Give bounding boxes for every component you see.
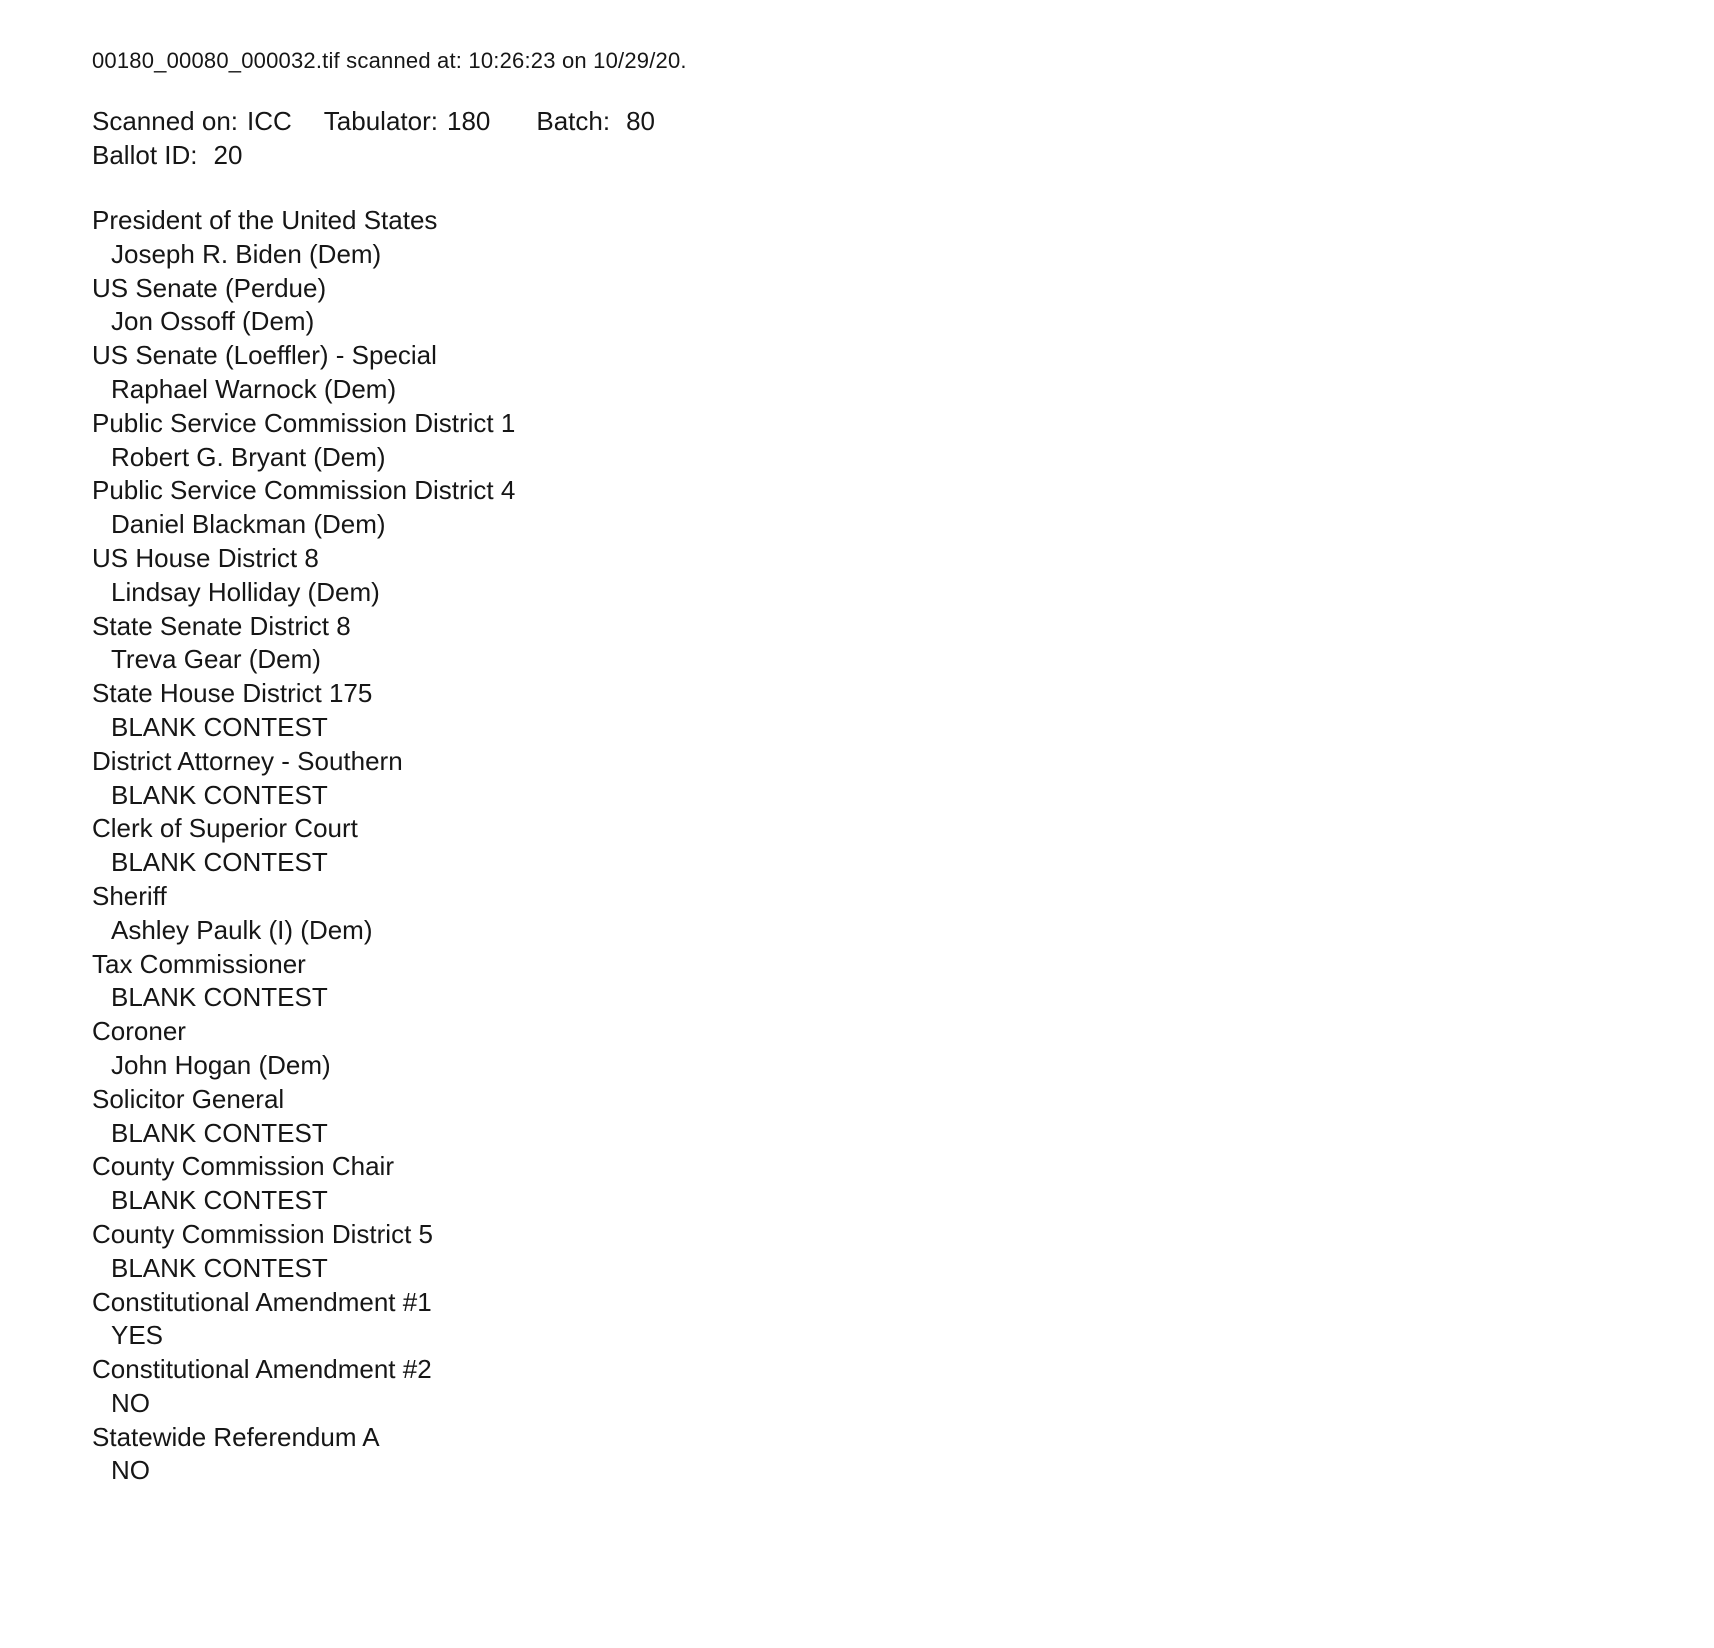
tabulator-value: 180 (446, 106, 491, 136)
contest-selection: BLANK CONTEST (111, 1252, 328, 1283)
contest-row (92, 745, 1674, 813)
contest-row (92, 542, 1674, 610)
contest-title: Tax Commissioner (92, 948, 306, 979)
contest-row (92, 610, 1674, 678)
contest-selection: NO (111, 1455, 150, 1486)
contest-title: District Attorney - Southern (92, 745, 403, 776)
contest-row (92, 1083, 1674, 1151)
scanned-on-label: Scanned on: (92, 106, 239, 136)
contest-selection: Treva Gear (Dem) (111, 644, 321, 675)
contest-row (92, 1218, 1674, 1286)
contest-selection: John Hogan (Dem) (111, 1049, 331, 1080)
contest-title: US House District 8 (92, 542, 319, 573)
contest-row (92, 948, 1674, 1016)
contest-title: County Commission District 5 (92, 1218, 433, 1249)
batch-label: Batch: (536, 106, 611, 136)
contest-title: State Senate District 8 (92, 610, 351, 641)
contest-results-list (92, 204, 1674, 1488)
contest-title: US Senate (Loeffler) - Special (92, 340, 437, 371)
contest-row (92, 880, 1674, 948)
contest-selection: Ashley Paulk (I) (Dem) (111, 914, 373, 945)
tabulator-label: Tabulator: (323, 106, 438, 136)
contest-title: Sheriff (92, 880, 167, 911)
contest-row (92, 677, 1674, 745)
ballot-id-value: 20 (213, 140, 243, 170)
batch-value: 80 (626, 106, 656, 136)
contest-selection: BLANK CONTEST (111, 847, 328, 878)
contest-row (92, 474, 1674, 542)
contest-selection: BLANK CONTEST (111, 1117, 328, 1148)
scan-filename-line: 00180_00080_000032.tif scanned at: 10:26:23 on 10/29/20. (92, 48, 687, 73)
ballot-id-line (92, 138, 1674, 172)
contest-selection: BLANK CONTEST (111, 711, 328, 742)
contest-row (92, 339, 1674, 407)
contest-title: State House District 175 (92, 678, 373, 709)
contest-selection: BLANK CONTEST (111, 982, 328, 1013)
contest-title: Coroner (92, 1016, 186, 1047)
contest-title: US Senate (Perdue) (92, 272, 327, 303)
contest-title: President of the United States (92, 205, 438, 235)
contest-title: County Commission Chair (92, 1151, 394, 1182)
contest-row (92, 1421, 1674, 1489)
contest-row (92, 204, 1674, 272)
scanned-on-value: ICC (247, 106, 292, 136)
contest-row (92, 1353, 1674, 1421)
contest-selection: Joseph R. Biden (Dem) (111, 238, 382, 269)
contest-title: Public Service Commission District 1 (92, 407, 516, 438)
contest-selection: Lindsay Holliday (Dem) (111, 576, 380, 607)
ballot-id-label: Ballot ID: (92, 140, 198, 170)
contest-row (92, 1015, 1674, 1083)
scan-metadata-block (92, 104, 1674, 172)
contest-selection: Raphael Warnock (Dem) (111, 373, 397, 404)
contest-selection: NO (111, 1387, 150, 1418)
contest-row (92, 1286, 1674, 1354)
contest-selection: Daniel Blackman (Dem) (111, 509, 386, 540)
contest-selection: YES (111, 1320, 164, 1351)
contest-title: Statewide Referendum A (92, 1421, 380, 1452)
contest-row (92, 272, 1674, 340)
contest-row (92, 1150, 1674, 1218)
contest-selection: Jon Ossoff (Dem) (111, 306, 315, 337)
contest-title: Clerk of Superior Court (92, 813, 358, 844)
contest-selection: BLANK CONTEST (111, 779, 328, 810)
scanner-info-line (92, 104, 1674, 138)
contest-selection: BLANK CONTEST (111, 1185, 328, 1216)
contest-title: Constitutional Amendment #1 (92, 1286, 432, 1317)
contest-selection: Robert G. Bryant (Dem) (111, 441, 386, 472)
contest-row (92, 407, 1674, 475)
contest-row (92, 812, 1674, 880)
contest-title: Public Service Commission District 4 (92, 475, 516, 506)
contest-title: Solicitor General (92, 1083, 285, 1114)
contest-title: Constitutional Amendment #2 (92, 1354, 432, 1385)
